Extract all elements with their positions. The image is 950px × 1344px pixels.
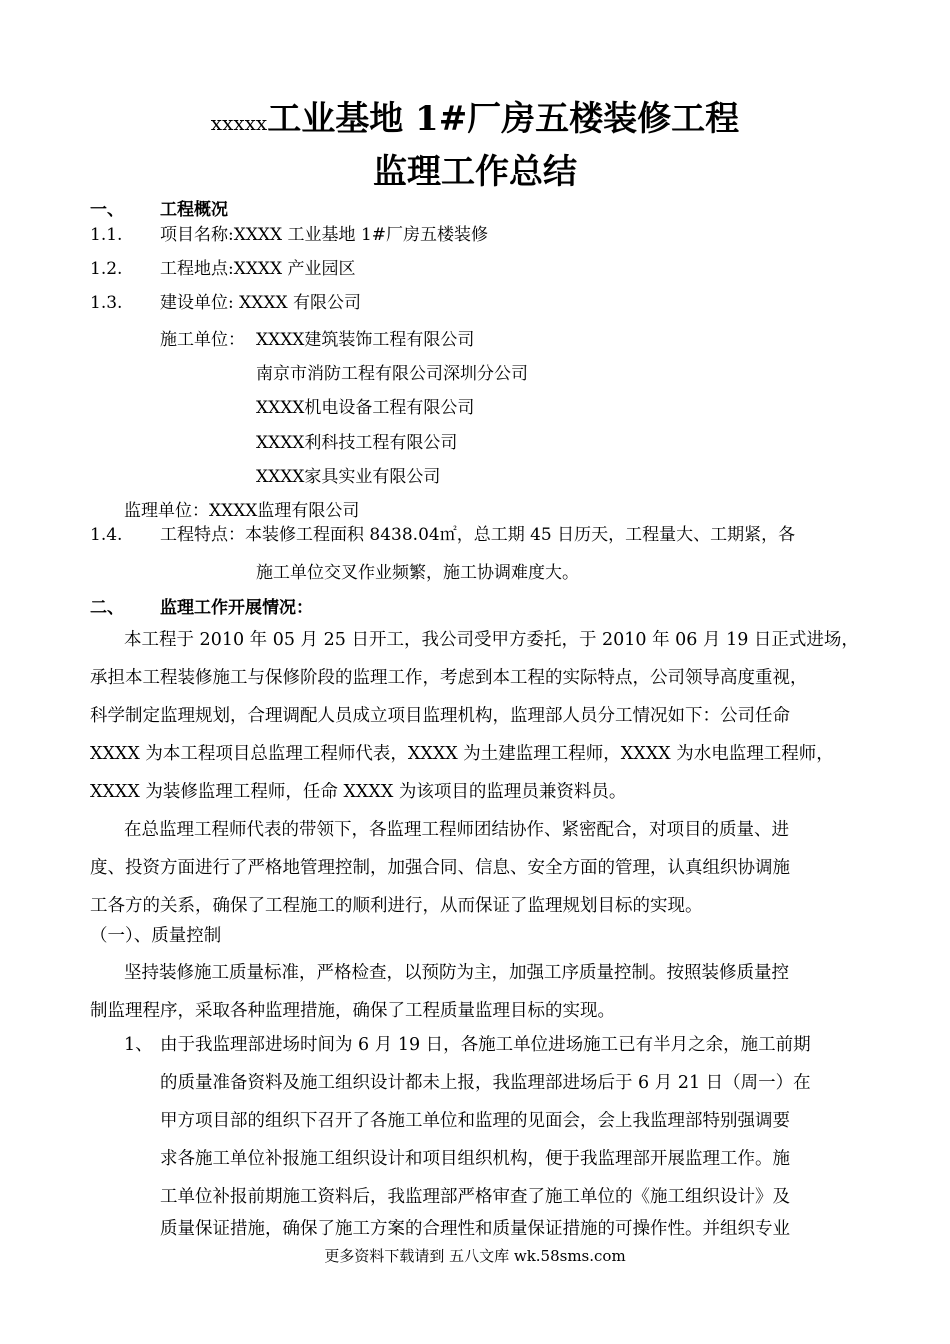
item-number: 1.4.: [90, 525, 123, 545]
owner-unit: 建设单位: XXXX 有限公司: [160, 293, 361, 313]
page-footer: 更多资料下载请到 五八文库 wk.58sms.com: [324, 1247, 626, 1265]
supervision-unit: 监理单位：XXXX监理有限公司: [124, 501, 360, 521]
construction-unit: XXXX家具实业有限公司: [256, 467, 441, 487]
title-prefix: xxxxx: [210, 111, 268, 135]
list-item-line: 甲方项目部的组织下召开了各施工单位和监理的见面会，会上我监理部特别强调要: [160, 1111, 790, 1131]
construction-unit: 南京市消防工程有限公司深圳分公司: [256, 364, 528, 384]
paragraph-line: 承担本工程装修施工与保修阶段的监理工作，考虑到本工程的实际特点，公司领导高度重视，: [90, 668, 808, 688]
section2-number: 二、: [90, 598, 124, 618]
list-number: 1、: [124, 1035, 153, 1055]
paragraph-line: 工各方的关系，确保了工程施工的顺利进行，从而保证了监理规划目标的实现。: [90, 896, 703, 916]
item-number: 1.1.: [90, 225, 123, 245]
list-item-line: 质量保证措施，确保了施工方案的合理性和质量保证措施的可操作性。并组织专业: [160, 1219, 790, 1239]
paragraph-line: XXXX 为装修监理工程师，任命 XXXX 为该项目的监理员兼资料员。: [90, 782, 627, 802]
paragraph-line: 在总监理工程师代表的带领下，各监理工程师团结协作、紧密配合，对项目的质量、进: [124, 820, 789, 840]
list-item-line: 由于我监理部进场时间为 6 月 19 日，各施工单位进场施工已有半月之余，施工前期: [160, 1035, 811, 1055]
section1-heading: 工程概况: [160, 200, 228, 220]
document-title: [0, 97, 950, 145]
list-item-line: 求各施工单位补报施工组织设计和项目组织机构，便于我监理部开展监理工作。施: [160, 1149, 790, 1169]
section2-heading: 监理工作开展情况：: [160, 598, 313, 618]
construction-unit: XXXX建筑装饰工程有限公司: [256, 330, 475, 350]
paragraph-line: 本工程于 2010 年 05 月 25 日开工，我公司受甲方委托，于 2010 年 06 月 19 日正式进场，: [124, 630, 859, 650]
project-name: 项目名称:XXXX 工业基地 1#厂房五楼装修: [160, 225, 489, 245]
project-location: 工程地点:XXXX 产业园区: [160, 259, 356, 279]
paragraph-line: 科学制定监理规划，合理调配人员成立项目监理机构，监理部人员分工情况如下：公司任命: [90, 706, 790, 726]
document-subtitle: 监理工作总结: [373, 152, 577, 192]
subsection-heading: （一）、质量控制: [90, 926, 222, 946]
section1-number: 一、: [90, 200, 124, 220]
list-item-line: 的质量准备资料及施工组织设计都未上报，我监理部进场后于 6 月 21 日（周一）在: [160, 1073, 811, 1093]
list-item-line: 工单位补报前期施工资料后，我监理部严格审查了施工单位的《施工组织设计》及: [160, 1187, 790, 1207]
construction-unit: XXXX利科技工程有限公司: [256, 433, 458, 453]
construction-label: 施工单位：: [160, 330, 245, 350]
construction-unit: XXXX机电设备工程有限公司: [256, 398, 475, 418]
project-features-line: 施工单位交叉作业频繁，施工协调难度大。: [256, 563, 579, 583]
project-features-line: 工程特点：本装修工程面积 8438.04㎡，总工期 45 日历天，工程量大、工期紧，各: [160, 525, 796, 545]
item-number: 1.2.: [90, 259, 123, 279]
paragraph-line: XXXX 为本工程项目总监理工程师代表，XXXX 为土建监理工程师，XXXX 为水电监理工程师，: [90, 744, 834, 764]
paragraph-line: 坚持装修施工质量标准，严格检查，以预防为主，加强工序质量控制。按照装修质量控: [124, 963, 789, 983]
item-number: 1.3.: [90, 293, 123, 313]
title-main: 工业基地 1#厂房五楼装修工程: [267, 99, 740, 139]
paragraph-line: 制监理程序，采取各种监理措施，确保了工程质量监理目标的实现。: [90, 1001, 615, 1021]
paragraph-line: 度、投资方面进行了严格地管理控制，加强合同、信息、安全方面的管理，认真组织协调施: [90, 858, 790, 878]
